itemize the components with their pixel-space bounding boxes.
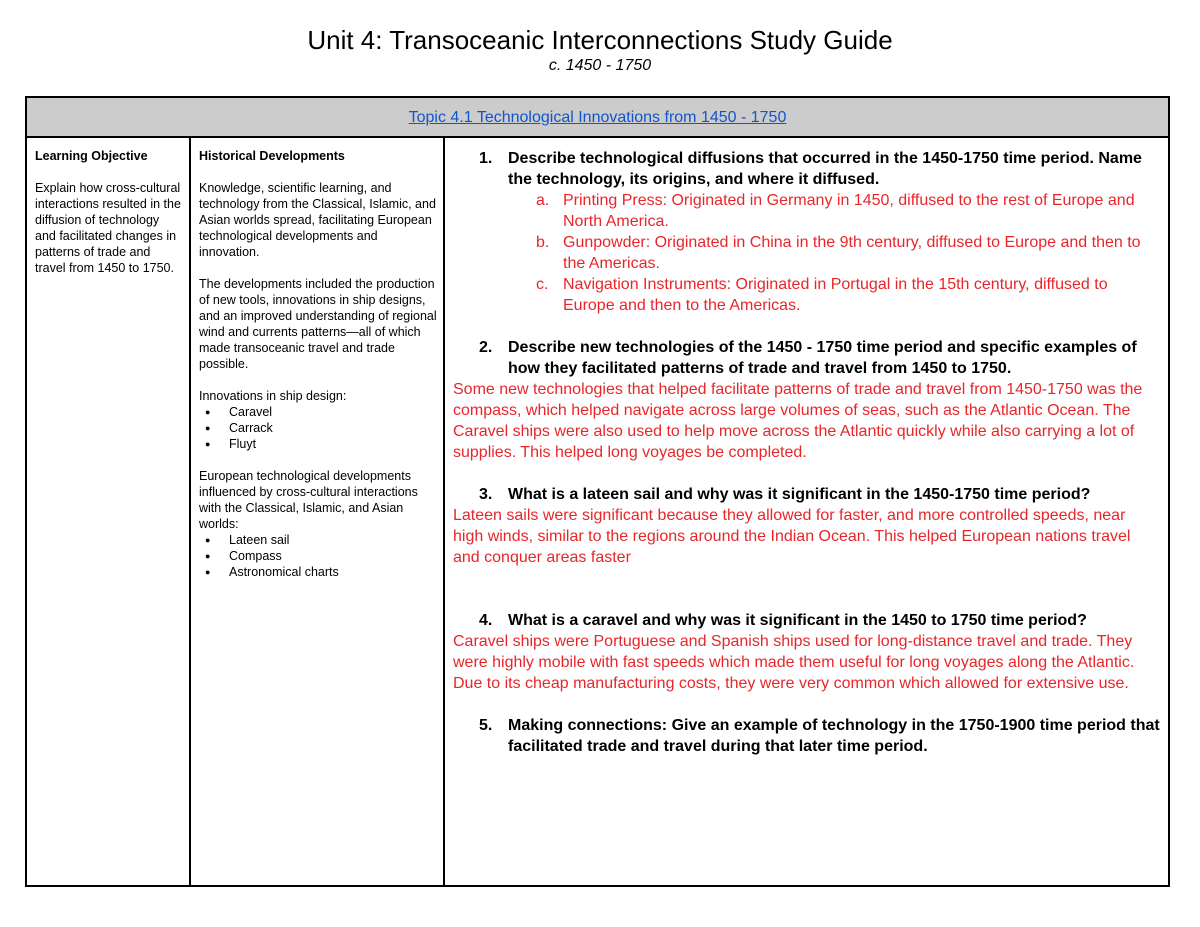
- answer-letter: a.: [536, 192, 550, 209]
- topic-header-row: [27, 98, 1168, 138]
- question-2-answer: Some new technologies that helped facilitate patterns of trade and travel from 1450-1750 was the compass, which helped navigate across large volumes of seas, such as the Atlantic Ocean. The Caravel ships were also used to help move across the Atlantic quickly while also carrying a lot of supplies. This helped long voyages be completed.: [453, 381, 1143, 461]
- list-item: ● Lateen sail: [229, 532, 437, 548]
- question-text: Describe new technologies of the 1450 - 1750 time period and specific examples of how they facilitated patterns of trade and travel from 1450 to 1750.: [508, 339, 1137, 377]
- question-1: [453, 148, 1160, 190]
- ship-design-list: [199, 404, 437, 452]
- learning-objective-text: Explain how cross-cultural interactions resulted in the diffusion of technology and facilitated changes in patterns of trade and travel from 1450 to 1750.: [35, 181, 181, 275]
- list-item: ● Fluyt: [229, 436, 437, 452]
- question-text: What is a lateen sail and why was it significant in the 1450-1750 time period?: [508, 486, 1091, 503]
- question-3: [453, 484, 1160, 505]
- questions-cell: [445, 138, 1168, 885]
- question-number: 4.: [479, 612, 493, 629]
- historical-developments-paragraph: The developments included the production of new tools, innovations in ship designs, and an improved understanding of regional wind and currents patterns—all of which made transoceanic travel and trade possible.: [199, 277, 437, 371]
- question-4: [453, 610, 1160, 631]
- question-number: 3.: [479, 486, 493, 503]
- answer-item: [536, 232, 1160, 274]
- historical-developments-paragraph: Knowledge, scientific learning, and technology from the Classical, Islamic, and Asian worlds spread, facilitating European technological developments and innovation.: [199, 181, 436, 259]
- question-text: What is a caravel and why was it significant in the 1450 to 1750 time period?: [508, 612, 1087, 629]
- study-guide-table: [25, 96, 1170, 887]
- topic-link[interactable]: Topic 4.1 Technological Innovations from 1450 - 1750: [408, 109, 787, 126]
- answer-item: [536, 190, 1160, 232]
- question-1-answers: [453, 190, 1160, 316]
- learning-objective-heading: Learning Objective: [35, 149, 148, 163]
- question-text: Describe technological diffusions that occurred in the 1450-1750 time period. Name the technology, its origins, and where it diffused.: [508, 150, 1142, 188]
- question-number: 1.: [479, 150, 493, 167]
- answer-text: Gunpowder: Originated in China in the 9th century, diffused to Europe and then to the Americas.: [563, 234, 1141, 272]
- european-developments-list: [199, 532, 437, 580]
- question-4-answer: Caravel ships were Portuguese and Spanish ships used for long-distance travel and trade. They were highly mobile with fast speeds which made them useful for long voyages along the Atlantic. Due to its cheap manufacturing costs, they were very common which allowed for extensive use.: [453, 633, 1135, 692]
- ship-design-heading: Innovations in ship design:: [199, 389, 347, 403]
- question-number: 2.: [479, 339, 493, 356]
- historical-developments-cell: [191, 138, 445, 885]
- question-3-answer: Lateen sails were significant because they allowed for faster, and more controlled speeds, near high winds, similar to the regions around the Indian Ocean. This helped European nations travel and conquer areas faster: [453, 507, 1131, 566]
- answer-text: Printing Press: Originated in Germany in 1450, diffused to the rest of Europe and North America.: [563, 192, 1135, 230]
- list-item: ● Caravel: [229, 404, 437, 420]
- answer-letter: b.: [536, 234, 550, 251]
- answer-letter: c.: [536, 276, 549, 293]
- european-developments-heading: European technological developments influenced by cross-cultural interactions with the Classical, Islamic, and Asian worlds:: [199, 469, 418, 531]
- question-2: [453, 337, 1160, 379]
- answer-item: [536, 274, 1160, 316]
- learning-objective-cell: [27, 138, 191, 885]
- list-item: ● Compass: [229, 548, 437, 564]
- historical-developments-heading: Historical Developments: [199, 149, 345, 163]
- question-5: [453, 715, 1160, 757]
- page-title: Unit 4: Transoceanic Interconnections Study Guide: [307, 25, 893, 55]
- page-subtitle: c. 1450 - 1750: [548, 57, 652, 74]
- list-item: ● Carrack: [229, 420, 437, 436]
- question-text: Making connections: Give an example of technology in the 1750-1900 time period that facilitated trade and travel during that later time period.: [508, 717, 1160, 755]
- list-item: ● Astronomical charts: [229, 564, 437, 580]
- answer-text: Navigation Instruments: Originated in Portugal in the 15th century, diffused to Europe and then to the Americas.: [563, 276, 1108, 314]
- question-number: 5.: [479, 717, 493, 734]
